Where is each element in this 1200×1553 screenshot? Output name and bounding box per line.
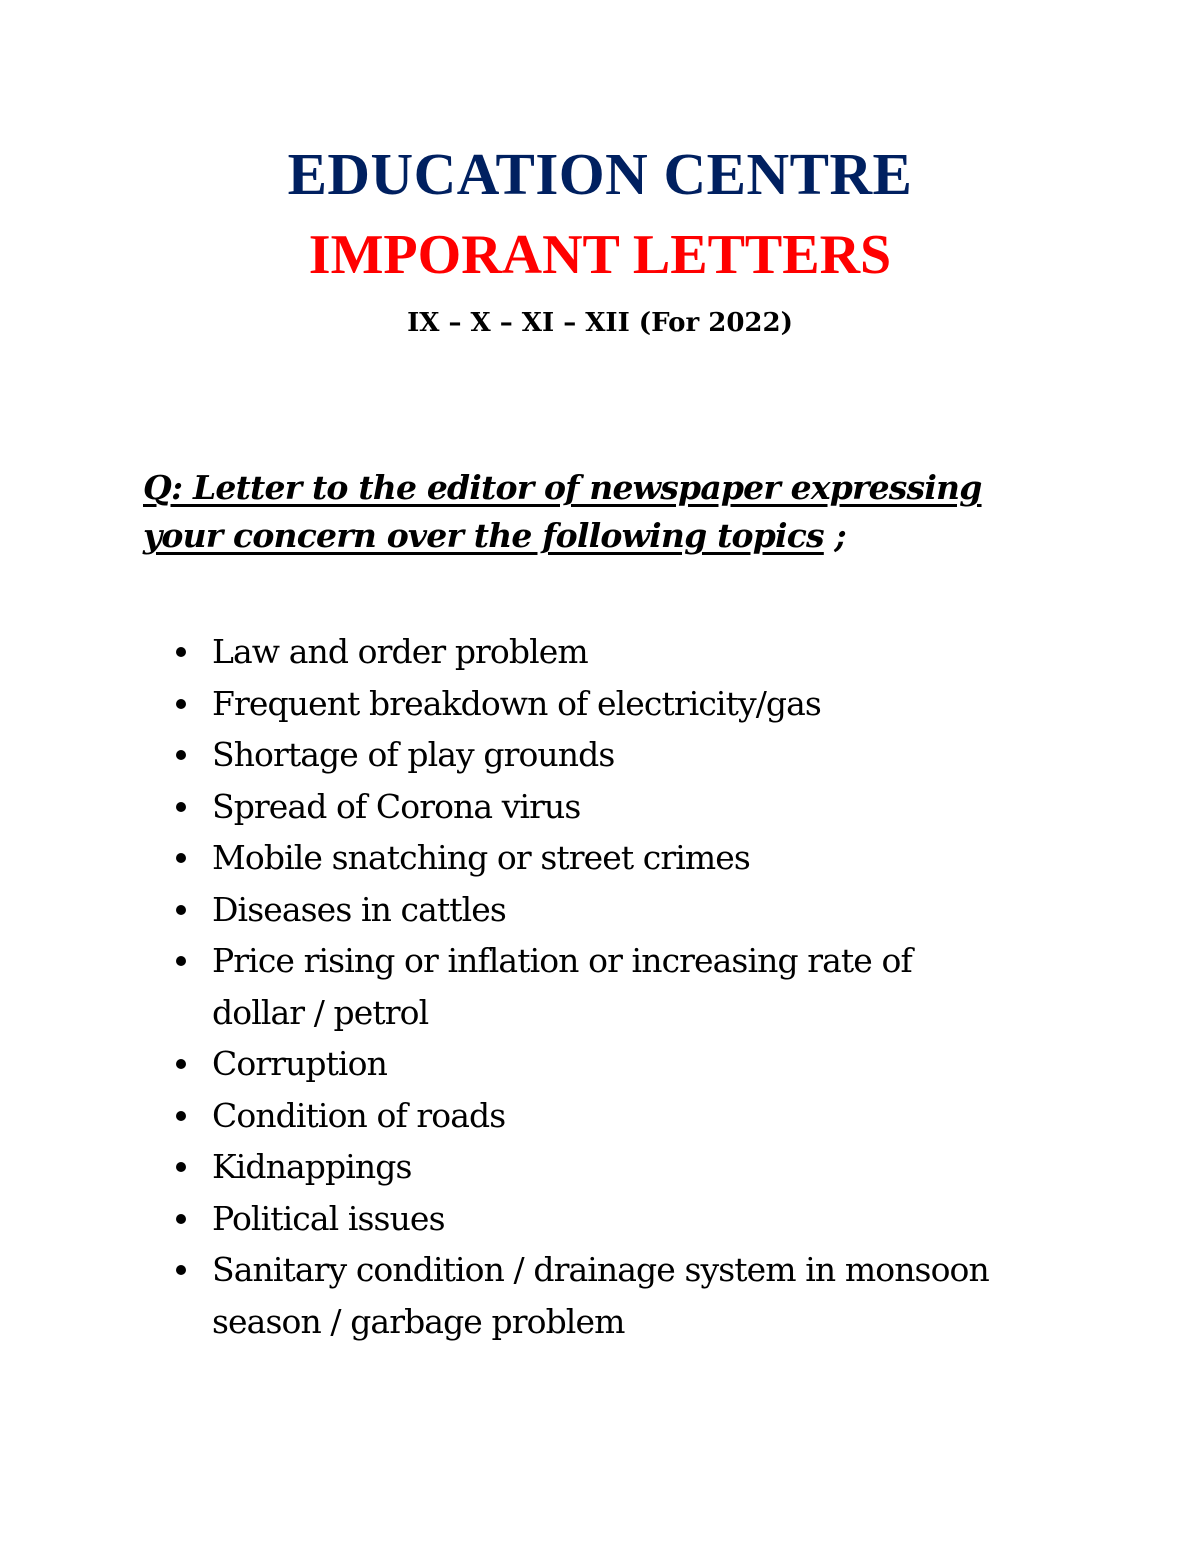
class-levels: IX – X – XI – XII (For 2022) [407,308,793,338]
bullet-icon [176,1214,186,1224]
list-item [0,626,992,678]
bullet-icon [176,956,186,966]
bullet-icon [176,750,186,760]
list-item [0,1038,992,1090]
question-suffix: ; [823,516,846,555]
topic-text: Law and order problem [212,632,588,671]
question-text: Q: Letter to the editor of newspaper expressing your concern over the following topics [143,468,982,555]
bullet-icon [176,647,186,657]
topic-text: Frequent breakdown of electricity/gas [212,683,821,723]
list-item [0,1244,992,1347]
list-item [0,832,992,884]
document-subtitle: IMPORANT LETTERS [308,224,892,286]
bullet-icon [176,699,186,709]
topic-text: Corruption [212,1044,387,1083]
list-item [0,678,992,730]
bullet-icon [176,802,186,812]
bullet-icon [176,853,186,863]
list-item [0,1141,992,1193]
bullet-icon [176,905,186,915]
topic-text: Political issues [212,1198,445,1238]
list-item [0,781,992,833]
list-item [0,729,992,781]
topic-text: Diseases in cattles [212,889,506,929]
bullet-icon [176,1162,186,1172]
topic-text: Shortage of play grounds [212,735,615,774]
topic-text: Spread of Corona virus [212,786,581,826]
topics-list [0,626,1000,1347]
list-item [0,884,992,936]
bullet-icon [176,1059,186,1069]
topic-text: Kidnappings [212,1147,412,1186]
document-title: EDUCATION CENTRE [287,141,913,207]
question-heading [143,464,1043,560]
list-item [0,1090,992,1142]
topic-text: Price rising or inflation or increasing rate of dollar / petrol [212,941,912,1032]
list-item [0,935,992,1038]
list-item [0,1193,992,1245]
bullet-icon [176,1265,186,1275]
bullet-icon [176,1111,186,1121]
topic-text: Mobile snatching or street crimes [212,838,750,877]
topic-text: Condition of roads [212,1095,506,1135]
topic-text: Sanitary condition / drainage system in monsoon season / garbage problem [212,1250,989,1341]
